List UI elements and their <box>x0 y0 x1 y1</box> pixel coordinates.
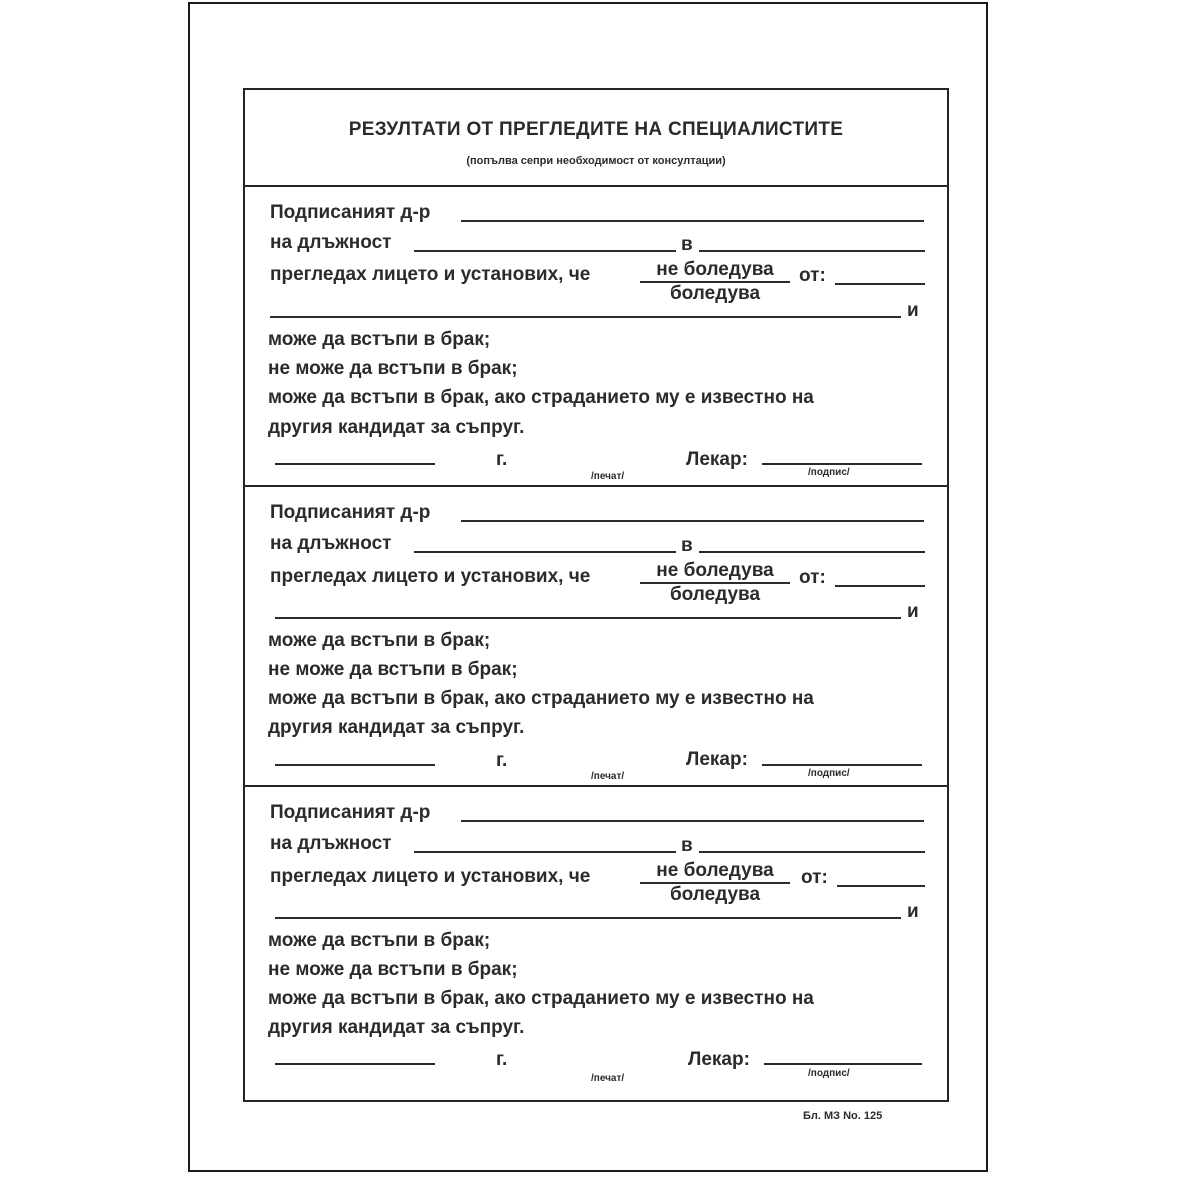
in-label: в <box>681 835 693 856</box>
in-label: в <box>681 535 693 556</box>
exam-section-3 <box>245 785 947 1100</box>
date-field[interactable] <box>275 764 435 766</box>
signature-label: /подпис/ <box>808 467 850 478</box>
examined-label: прегледах лицето и установих, че <box>270 866 591 887</box>
option-not-ill[interactable]: не боледува <box>656 259 774 280</box>
diagnosis-choice[interactable] <box>640 560 790 606</box>
position-label: на длъжност <box>270 533 392 554</box>
disease-from-field[interactable] <box>837 885 925 887</box>
doctor-name-field[interactable] <box>461 220 924 222</box>
other-candidate-text: другия кандидат за съпруг. <box>268 717 525 738</box>
doctor-label: Подписаният д-р <box>270 802 431 823</box>
position-label: на длъжност <box>270 232 392 253</box>
and-label: и <box>907 901 919 922</box>
position-label: на длъжност <box>270 833 392 854</box>
and-label: и <box>907 601 919 622</box>
year-label: г. <box>496 1049 508 1070</box>
can-marry-option: може да встъпи в брак; <box>268 630 491 651</box>
disease-from-field[interactable] <box>835 283 925 285</box>
option-not-ill[interactable]: не боледува <box>656 860 774 881</box>
from-label: от: <box>801 867 828 888</box>
position-field[interactable] <box>414 551 676 553</box>
disease-detail-field[interactable] <box>275 617 901 619</box>
can-marry-option: може да встъпи в брак; <box>268 329 491 350</box>
option-ill[interactable]: боледува <box>669 584 761 605</box>
option-ill[interactable]: боледува <box>669 884 761 905</box>
doctor-sign-label: Лекар: <box>686 749 748 770</box>
signature-field[interactable] <box>764 1063 922 1065</box>
doctor-name-field[interactable] <box>461 820 924 822</box>
institution-field[interactable] <box>699 250 925 252</box>
year-label: г. <box>496 449 508 470</box>
doctor-label: Подписаният д-р <box>270 202 431 223</box>
examined-label: прегледах лицето и установих, че <box>270 264 591 285</box>
can-marry-if-option: може да встъпи в брак, ако страданието му е известно на <box>268 988 814 1009</box>
position-field[interactable] <box>414 851 676 853</box>
and-label: и <box>907 300 919 321</box>
exam-section-2 <box>245 485 947 787</box>
disease-detail-field[interactable] <box>275 917 901 919</box>
cannot-marry-option: не може да встъпи в брак; <box>268 358 518 379</box>
disease-detail-field[interactable] <box>270 316 901 318</box>
cannot-marry-option: не може да встъпи в брак; <box>268 659 518 680</box>
other-candidate-text: другия кандидат за съпруг. <box>268 417 525 438</box>
in-label: в <box>681 234 693 255</box>
can-marry-option: може да встъпи в брак; <box>268 930 491 951</box>
option-ill[interactable]: боледува <box>669 283 761 304</box>
year-label: г. <box>496 750 508 771</box>
signature-field[interactable] <box>762 463 922 465</box>
doctor-name-field[interactable] <box>461 520 924 522</box>
doctor-label: Подписаният д-р <box>270 502 431 523</box>
cannot-marry-option: не може да встъпи в брак; <box>268 959 518 980</box>
option-not-ill[interactable]: не боледува <box>656 560 774 581</box>
form-title: РЕЗУЛТАТИ ОТ ПРЕГЛЕДИТЕ НА СПЕЦИАЛИСТИТЕ <box>348 119 844 140</box>
stamp-label: /печат/ <box>591 471 625 482</box>
disease-from-field[interactable] <box>835 585 925 587</box>
exam-section-1 <box>245 185 947 487</box>
date-field[interactable] <box>275 463 435 465</box>
form-subtitle: (попълва сепри необходимост от консултации) <box>466 155 726 167</box>
from-label: от: <box>799 265 826 286</box>
signature-field[interactable] <box>762 764 922 766</box>
institution-field[interactable] <box>699 851 925 853</box>
date-field[interactable] <box>275 1063 435 1065</box>
signature-label: /подпис/ <box>808 768 850 779</box>
doctor-sign-label: Лекар: <box>688 1049 750 1070</box>
stamp-label: /печат/ <box>591 1073 625 1084</box>
institution-field[interactable] <box>699 551 925 553</box>
other-candidate-text: другия кандидат за съпруг. <box>268 1017 525 1038</box>
signature-label: /подпис/ <box>808 1068 850 1079</box>
can-marry-if-option: може да встъпи в брак, ако страданието му е известно на <box>268 387 814 408</box>
examined-label: прегледах лицето и установих, че <box>270 566 591 587</box>
position-field[interactable] <box>414 250 676 252</box>
form-code: Бл. МЗ No. 125 <box>803 1110 883 1122</box>
diagnosis-choice[interactable] <box>640 860 790 906</box>
doctor-sign-label: Лекар: <box>686 449 748 470</box>
can-marry-if-option: може да встъпи в брак, ако страданието му е известно на <box>268 688 814 709</box>
specialist-results-form <box>243 88 949 1102</box>
from-label: от: <box>799 567 826 588</box>
diagnosis-choice[interactable] <box>640 259 790 305</box>
stamp-label: /печат/ <box>591 771 625 782</box>
form-header <box>245 90 947 187</box>
